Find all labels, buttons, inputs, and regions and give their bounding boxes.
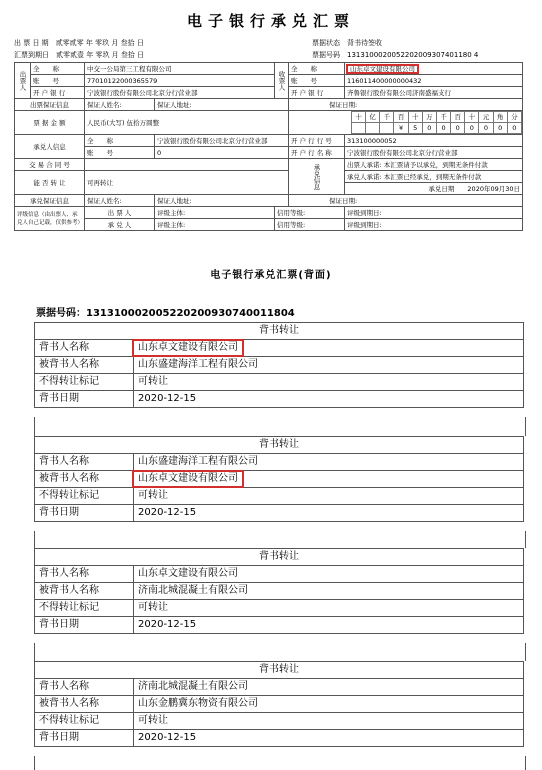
amount-digit-unit: 亿 — [366, 112, 380, 123]
payee-account-label: 账 号 — [289, 75, 345, 87]
amount-digit-unit: 角 — [493, 112, 507, 123]
endorsement-table — [34, 661, 524, 747]
endorsement-gap — [34, 756, 526, 770]
endorsee-name: 山东卓文建设有限公司 — [134, 472, 242, 486]
guarantor-name-label: 保证人姓名: — [85, 99, 155, 111]
drawer-account-label: 账 号 — [31, 75, 85, 87]
endorsement-header: 背书转让 — [35, 323, 524, 340]
rating-drawer-grade-label: 信用等级: — [275, 207, 345, 219]
rating-drawer-due-label: 评级到期日: — [345, 207, 523, 219]
document-title: 电子银行承兑汇票 — [186, 12, 355, 30]
endorsement-header: 背书转让 — [35, 437, 524, 454]
back-bill-number: 票据号码：131310002005220200930740011804 — [36, 308, 295, 319]
endorser-name: 济南北城混凝土有限公司 — [138, 681, 248, 692]
amount-digit-unit: 元 — [479, 112, 493, 123]
amount-in-words: 人民币(大写) 伍拾万圆整 — [85, 111, 289, 135]
acceptor-bank-no-label: 开 户 行 行 号 — [289, 135, 345, 147]
acceptor-bank-name: 宁波银行股份有限公司北京分行营业部 — [345, 147, 523, 159]
nontransfer-label: 不得转让标记 — [35, 713, 134, 730]
amount-digit-value — [380, 123, 394, 134]
acceptor-account-label: 账 号 — [85, 147, 155, 159]
endorsement-gap — [34, 643, 526, 661]
amount-digit-value: 0 — [493, 123, 507, 134]
amount-digit-unit: 千 — [380, 112, 394, 123]
payee-account: 116011400000000432 — [345, 75, 523, 87]
drawer-promise: 出票人承诺: 本汇票请予以承兑，到期无条件付款 — [345, 159, 523, 171]
endorser-label: 背书人名称 — [35, 454, 134, 471]
amount-digit-value: ¥ — [394, 123, 408, 134]
endorsee-label: 被背书人名称 — [35, 583, 134, 600]
amount-digit-value: 0 — [507, 123, 521, 134]
contract-no — [85, 159, 289, 171]
acceptance-info-label: 承兑信息 — [289, 159, 345, 195]
acceptance-guarantee-date-label: 保证日期: — [289, 195, 523, 207]
acceptor-bank-name-label: 开 户 行 名 称 — [289, 147, 345, 159]
acceptor-name: 宁波银行股份有限公司北京分行营业部 — [155, 135, 289, 147]
acceptor-promise: 承兑人承诺: 本汇票已经承兑，到期无条件付款 — [345, 171, 523, 183]
endorsee-label: 被背书人名称 — [35, 357, 134, 374]
endorser-label: 背书人名称 — [35, 566, 134, 583]
endorsee-label: 被背书人名称 — [35, 471, 134, 488]
endorser-name: 山东卓文建设有限公司 — [134, 341, 242, 355]
acceptance-guarantor-address-label: 保证人地址: — [155, 195, 289, 207]
endorsement-gap — [34, 531, 526, 548]
acceptor-account: 0 — [155, 147, 289, 159]
endorsee-name: 山东金鹏冀东物资有限公司 — [138, 698, 258, 709]
acceptor-info-label: 承兑人信息 — [15, 135, 85, 159]
amount-digit-value: 0 — [422, 123, 436, 134]
amount-digit-value: 0 — [451, 123, 465, 134]
rating-drawer-label: 出 票 人 — [85, 207, 155, 219]
bill-front-table — [14, 62, 523, 231]
transferable-label: 能 否 转 让 — [15, 171, 85, 195]
drawer-label: 出票人 — [15, 63, 31, 99]
endorsement-date-label: 背书日期 — [35, 617, 134, 634]
endorsement-table — [34, 322, 524, 408]
amount-digit-unit: 十 — [352, 112, 366, 123]
amount-digit-value: 5 — [408, 123, 422, 134]
endorsee-name: 山东盛建海洋工程有限公司 — [138, 359, 258, 370]
amount-digit-unit: 百 — [451, 112, 465, 123]
nontransfer-mark: 可转让 — [134, 374, 524, 391]
endorser-label: 背书人名称 — [35, 679, 134, 696]
endorsement-header: 背书转让 — [35, 549, 524, 566]
endorsee-name: 济南北城混凝土有限公司 — [138, 585, 248, 596]
endorsement-date-label: 背书日期 — [35, 730, 134, 747]
endorser-name: 山东盛建海洋工程有限公司 — [138, 456, 258, 467]
guarantor-address-label: 保证人地址: — [155, 99, 289, 111]
nontransfer-mark: 可转让 — [134, 600, 524, 617]
payee-label: 收票人 — [275, 63, 289, 99]
endorsement-table — [34, 548, 524, 634]
amount-digit-value: 0 — [465, 123, 479, 134]
rating-acceptor-subject-label: 评级主体: — [155, 219, 275, 231]
endorsement-date: 2020-12-15 — [134, 391, 524, 408]
amount-digit-unit: 十 — [408, 112, 422, 123]
endorsement-date-label: 背书日期 — [35, 391, 134, 408]
acceptor-bank-no: 313100000052 — [345, 135, 523, 147]
amount-digit-unit: 万 — [422, 112, 436, 123]
amount-digit-value — [366, 123, 380, 134]
drawer-bank: 宁波银行股份有限公司北京分行营业部 — [85, 87, 275, 99]
payee-fullname-label: 全 称 — [289, 63, 345, 75]
bill-status: 票据状态 背书待签收 — [312, 39, 382, 47]
bill-number: 票据号码 1313100020052202009307401180 4 — [312, 51, 479, 59]
back-title: 电子银行承兑汇票(背面) — [210, 270, 332, 281]
payee-name: 山东卓文建设有限公司 — [347, 65, 418, 73]
rating-info-label: 评级信息（由出票人、承兑人自己记载，仅供参考） — [15, 207, 85, 231]
endorser-label: 背书人名称 — [35, 340, 134, 357]
acceptance-guarantee-label: 承兑保证信息 — [15, 195, 85, 207]
endorsement-gap — [34, 417, 526, 436]
drawer-bank-label: 开 户 银 行 — [31, 87, 85, 99]
rating-acceptor-grade-label: 信用等级: — [275, 219, 345, 231]
amount-digit-unit: 分 — [507, 112, 521, 123]
transferable-value: 可再转让 — [85, 171, 289, 195]
payee-bank-label: 开 户 银 行 — [289, 87, 345, 99]
guarantee-info-label: 出票保证信息 — [15, 99, 85, 111]
payee-bank: 齐鲁银行股份有限公司济南盛福支行 — [345, 87, 523, 99]
nontransfer-label: 不得转让标记 — [35, 488, 134, 505]
drawer-name: 中交一公局第三工程有限公司 — [85, 63, 275, 75]
drawer-account: 77010122000365579 — [85, 75, 275, 87]
nontransfer-label: 不得转让标记 — [35, 374, 134, 391]
endorsement-date: 2020-12-15 — [134, 730, 524, 747]
amount-digit-value — [352, 123, 366, 134]
acceptor-fullname-label: 全 称 — [85, 135, 155, 147]
contract-no-label: 交 易 合 同 号 — [15, 159, 85, 171]
amount-digit-unit: 十 — [465, 112, 479, 123]
amount-label: 票 据 金 额 — [15, 111, 85, 135]
issue-date: 出 票 日 期 贰零贰零 年 零玖 月 叁拾 日 — [14, 39, 144, 47]
amount-digit-value: 0 — [479, 123, 493, 134]
acceptance-date: 承兑日期 2020年09月30日 — [345, 183, 523, 195]
amount-digit-unit: 百 — [394, 112, 408, 123]
drawer-fullname-label: 全 称 — [31, 63, 85, 75]
endorsement-header: 背书转让 — [35, 662, 524, 679]
nontransfer-label: 不得转让标记 — [35, 600, 134, 617]
acceptance-guarantor-name-label: 保证人姓名: — [85, 195, 155, 207]
guarantee-date-label: 保证日期: — [289, 99, 523, 111]
amount-digit-unit: 千 — [436, 112, 450, 123]
amount-digit-value: 0 — [436, 123, 450, 134]
rating-acceptor-due-label: 评级到期日: — [345, 219, 523, 231]
nontransfer-mark: 可转让 — [134, 713, 524, 730]
rating-acceptor-label: 承 兑 人 — [85, 219, 155, 231]
nontransfer-mark: 可转让 — [134, 488, 524, 505]
rating-drawer-subject-label: 评级主体: — [155, 207, 275, 219]
endorser-name: 山东卓文建设有限公司 — [138, 568, 238, 579]
endorsement-date: 2020-12-15 — [134, 617, 524, 634]
endorsement-date: 2020-12-15 — [134, 505, 524, 522]
endorsement-table — [34, 436, 524, 522]
endorsee-label: 被背书人名称 — [35, 696, 134, 713]
endorsement-date-label: 背书日期 — [35, 505, 134, 522]
amount-digits — [351, 111, 522, 134]
due-date: 汇票到期日 贰零贰壹 年 零玖 月 叁拾 日 — [14, 51, 145, 59]
